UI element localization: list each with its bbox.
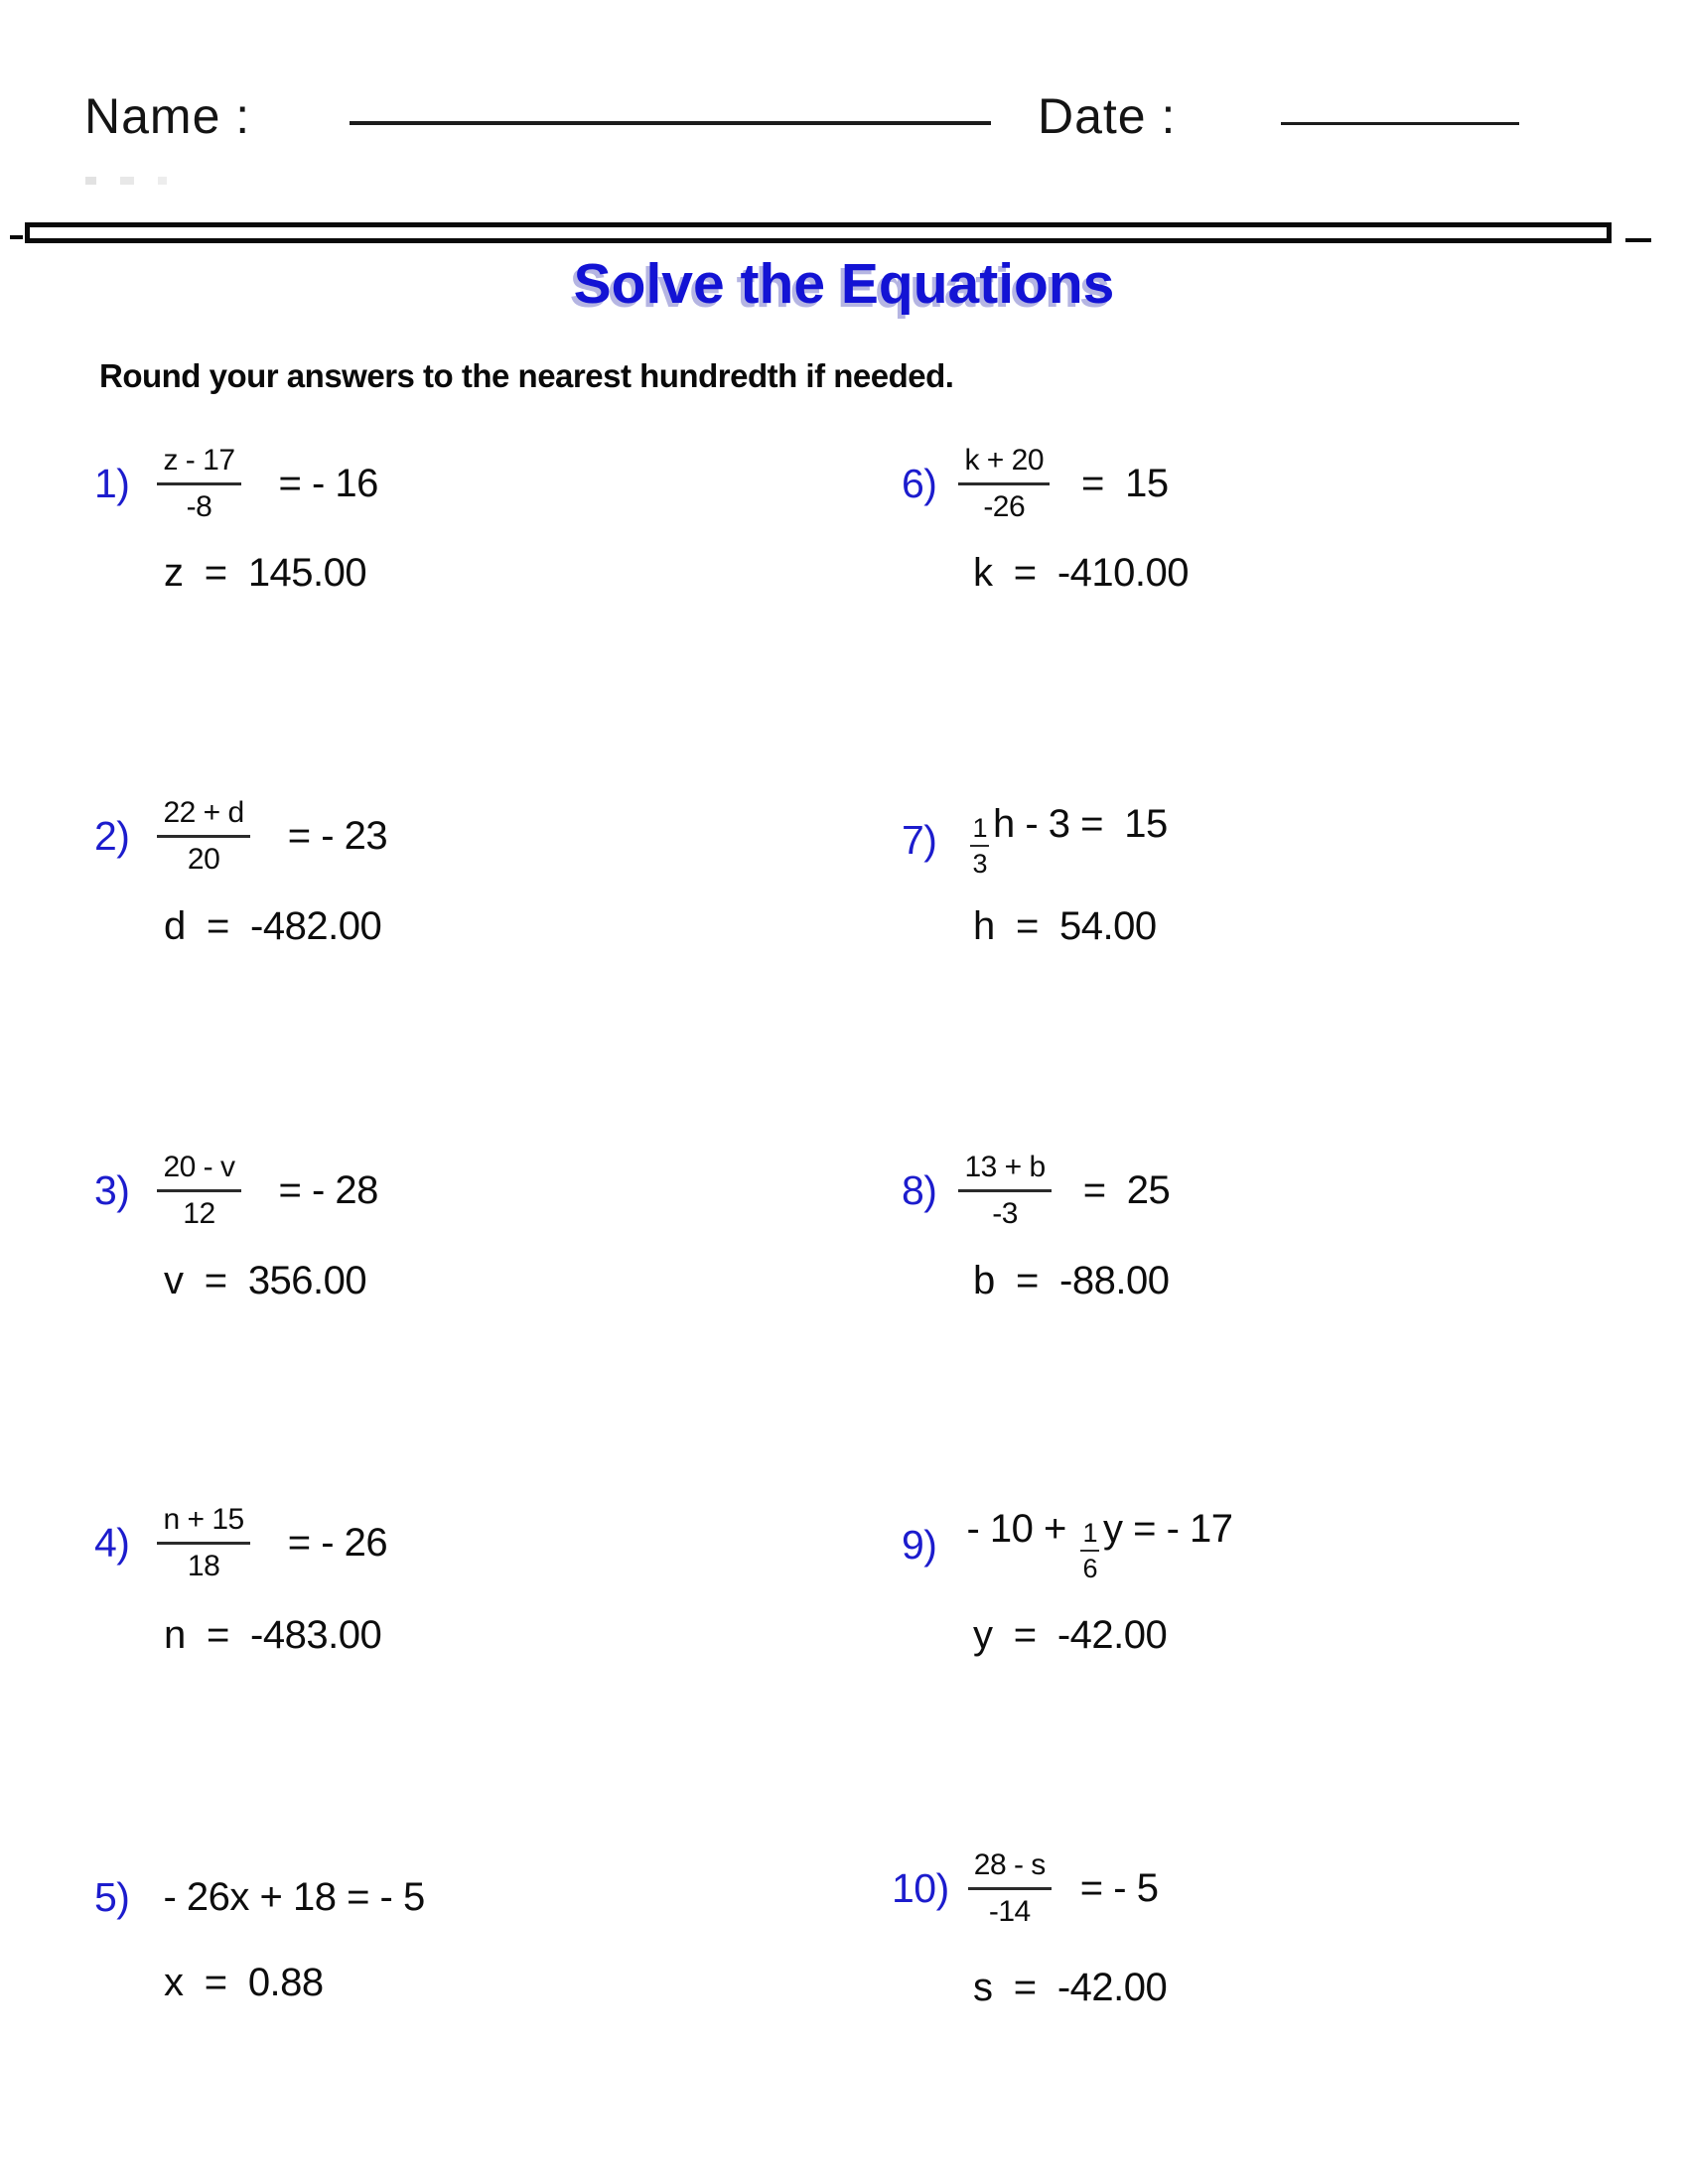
problem-number: 3): [94, 1167, 130, 1213]
equation-rhs: = 25: [1082, 1168, 1171, 1212]
fraction-bar: [1080, 1550, 1099, 1552]
fraction-numerator: n + 15: [163, 1503, 244, 1536]
problem-number: 5): [94, 1874, 130, 1920]
fraction-numerator: 20 - v: [163, 1151, 235, 1183]
date-underline: [1281, 122, 1519, 125]
problem-5: [94, 1874, 425, 1921]
equation: [966, 1507, 1232, 1583]
problem-number: 9): [902, 1522, 937, 1568]
answer-5: x = 0.88: [164, 1961, 324, 2004]
coefficient-fraction: [972, 813, 987, 879]
equation: - 26x + 18 = - 5: [163, 1875, 425, 1919]
print-artifact: [85, 177, 167, 185]
problem-number: 7): [902, 817, 937, 863]
fraction-bar: [968, 1887, 1052, 1890]
equation-rhs: = - 23: [287, 814, 388, 858]
problem-6: [902, 443, 1169, 525]
fraction-bar: [970, 845, 989, 847]
fraction: [163, 1502, 243, 1584]
fraction-denominator: 12: [183, 1197, 215, 1230]
fraction-denominator: -3: [992, 1197, 1018, 1230]
separator-right-dash: [1625, 238, 1651, 242]
fraction: [163, 1150, 234, 1232]
fraction-bar: [958, 482, 1050, 485]
problem-number: 8): [902, 1167, 937, 1213]
separator-bar: [25, 222, 1612, 243]
fraction: [964, 1150, 1045, 1232]
fraction-bar: [157, 1542, 249, 1545]
problem-9: [902, 1507, 1233, 1583]
answer-6: k = -410.00: [973, 551, 1189, 595]
fraction-numerator: 22 + d: [163, 796, 244, 829]
fraction: [974, 1847, 1046, 1930]
problem-number: 10): [892, 1865, 949, 1911]
coefficient-fraction: [1082, 1518, 1097, 1583]
fraction-bar: [958, 1189, 1051, 1192]
problem-number: 4): [94, 1520, 130, 1566]
answer-7: h = 54.00: [973, 904, 1157, 948]
fraction-bar: [157, 1189, 240, 1192]
fraction-numerator: z - 17: [163, 444, 235, 477]
fraction-numerator: k + 20: [964, 444, 1045, 477]
fraction-numerator: 1: [972, 813, 987, 843]
fraction-denominator: 18: [187, 1550, 220, 1582]
equation-rhs: = - 16: [278, 462, 378, 505]
problem-number: 2): [94, 813, 130, 859]
fraction-denominator: -8: [186, 490, 212, 523]
answer-9: y = -42.00: [973, 1613, 1168, 1657]
answer-4: n = -483.00: [164, 1613, 382, 1657]
equation: [966, 802, 1167, 879]
fraction-denominator: 3: [972, 849, 987, 879]
problem-8: [902, 1150, 1170, 1232]
equation-rhs: = - 28: [278, 1168, 378, 1212]
fraction-numerator: 13 + b: [964, 1151, 1046, 1183]
equation-tail: h - 3 = 15: [993, 802, 1168, 846]
problem-number: 1): [94, 461, 130, 506]
fraction: [163, 443, 234, 525]
fraction: [163, 795, 243, 878]
instruction-text: Round your answers to the nearest hundredth if needed.: [99, 357, 954, 394]
name-label: Name :: [84, 88, 251, 144]
fraction-denominator: -26: [983, 490, 1026, 523]
name-underline: [350, 121, 991, 125]
equation-lead: - 10 +: [966, 1507, 1077, 1551]
fraction-numerator: 28 - s: [973, 1848, 1046, 1881]
problem-3: [94, 1150, 378, 1232]
fraction-denominator: 20: [187, 843, 220, 876]
equation-rhs: = - 26: [287, 1521, 388, 1565]
answer-1: z = 145.00: [164, 551, 367, 595]
problem-2: [94, 795, 387, 878]
problem-10: [892, 1847, 1158, 1930]
problem-number: 6): [902, 461, 937, 506]
separator-left-dash: [10, 235, 23, 239]
fraction-denominator: 6: [1082, 1554, 1098, 1583]
problem-1: [94, 443, 378, 525]
answer-2: d = -482.00: [164, 904, 382, 948]
fraction: [964, 443, 1044, 525]
page-title: Solve the Equations: [573, 252, 1115, 316]
fraction-numerator: 1: [1082, 1518, 1098, 1548]
fraction-bar: [157, 482, 240, 485]
answer-8: b = -88.00: [973, 1259, 1170, 1302]
equation-rhs: = 15: [1081, 462, 1169, 505]
fraction-denominator: -14: [988, 1895, 1031, 1928]
equation-tail: y = - 17: [1103, 1507, 1233, 1551]
date-label: Date :: [1038, 88, 1177, 144]
equation-rhs: = - 5: [1079, 1866, 1159, 1910]
problem-7: [902, 802, 1168, 879]
answer-3: v = 356.00: [164, 1259, 367, 1302]
fraction-bar: [157, 835, 249, 838]
answer-10: s = -42.00: [973, 1966, 1168, 2009]
problem-4: [94, 1502, 387, 1584]
